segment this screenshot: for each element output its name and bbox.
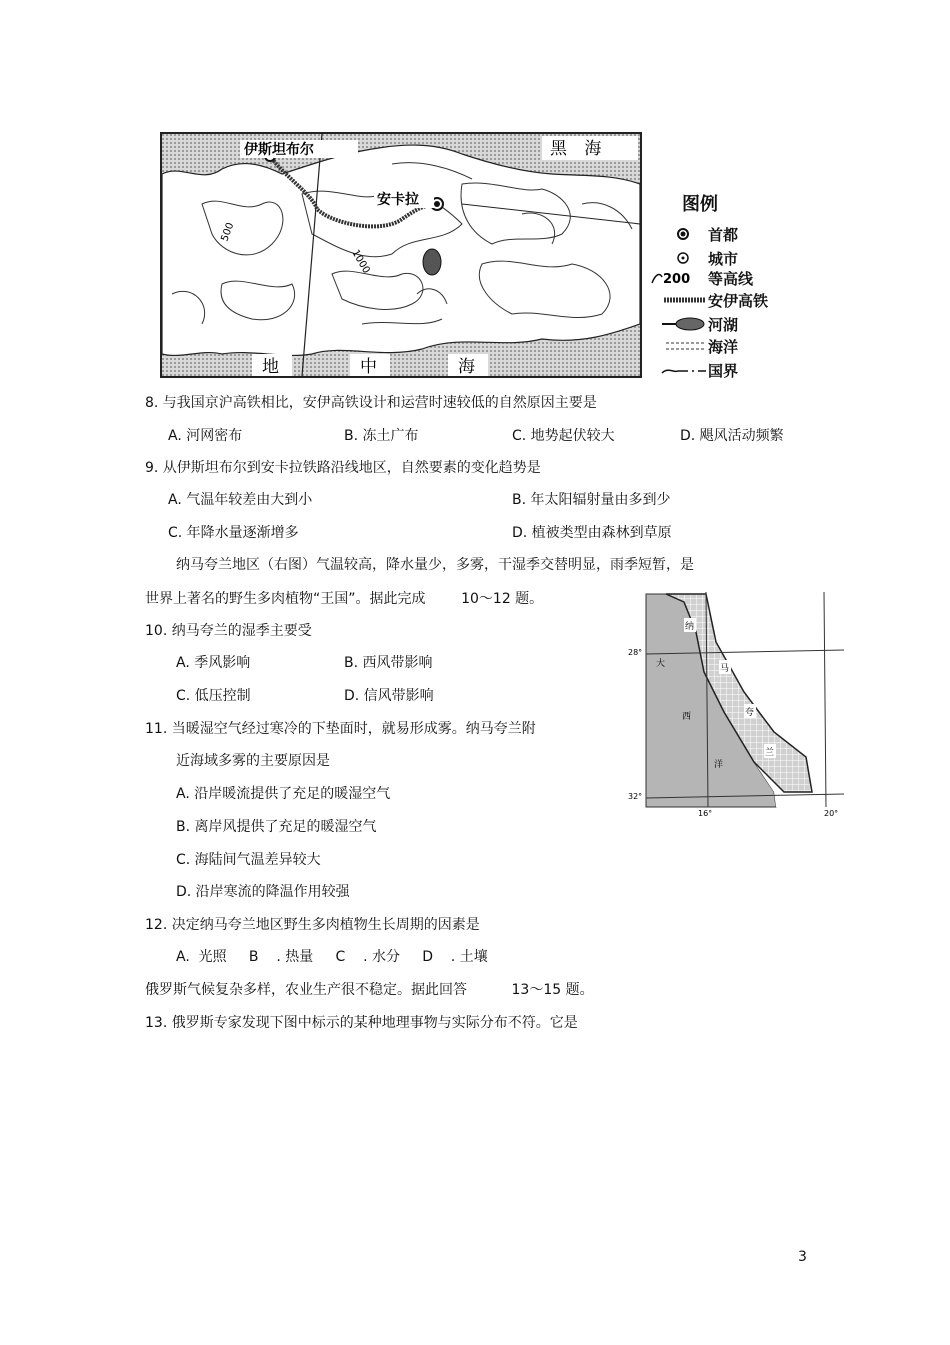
question-10-option-c: C. 低压控制 <box>176 688 251 704</box>
question-9-option-b: B. 年太阳辐射量由多到少 <box>512 492 671 508</box>
question-10-option-b: B. 西风带影响 <box>344 655 433 671</box>
legend-item-city <box>650 248 800 268</box>
city-icon <box>658 251 708 265</box>
legend-item-lake <box>650 314 800 334</box>
legend-label-ocean: 海洋 <box>708 338 739 356</box>
question-9-option-a: A. 气温年较差由大到小 <box>168 492 313 508</box>
question-10-stem: 10. 纳马夸兰的湿季主要受 <box>145 623 312 639</box>
ankara-label: 安卡拉 <box>377 192 419 208</box>
namaqualand-map-graphic <box>624 592 844 822</box>
namaqualand-map <box>624 592 844 822</box>
question-8-stem: 8. 与我国京沪高铁相比，安伊高铁设计和运营时速较低的自然原因主要是 <box>145 395 597 411</box>
legend-label-lake: 河湖 <box>708 316 739 334</box>
legend-label-border: 国界 <box>708 362 739 380</box>
legend-label-capital: 首都 <box>708 226 739 244</box>
turkey-map-graphic <box>162 134 640 376</box>
question-11-stem-line-2: 近海域多雾的主要原因是 <box>176 753 330 769</box>
lake-icon <box>658 317 708 331</box>
region-char-2: 马 <box>720 664 730 674</box>
legend-item-border <box>650 360 800 380</box>
intro-10-12-line-1: 纳马夸兰地区（右图）气温较高，降水量少，多雾，干湿季交替明显，雨季短暂，是 <box>176 557 694 573</box>
lon-label-20: 20° <box>824 809 839 818</box>
lat-label-28: 28° <box>628 648 643 657</box>
map-legend <box>650 190 800 380</box>
lake-icon <box>423 249 441 275</box>
question-9-option-d: D. 植被类型由森林到草原 <box>512 525 672 541</box>
question-11-option-d: D. 沿岸寒流的降温作用较强 <box>176 884 350 900</box>
legend-label-railway: 安伊高铁 <box>708 292 769 310</box>
question-8-option-c: C. 地势起伏较大 <box>512 428 615 444</box>
intro-10-12-line-2: 世界上著名的野生多肉植物“王国”。据此完成 10～12 题。 <box>145 591 544 607</box>
ocean-char-3: 洋 <box>714 760 724 770</box>
region-char-3: 夸 <box>745 708 755 718</box>
question-11-stem-line-1: 11. 当暖湿空气经过寒冷的下垫面时，就易形成雾。纳马夸兰附 <box>145 721 536 737</box>
legend-item-contour <box>650 268 800 288</box>
question-9-stem: 9. 从伊斯坦布尔到安卡拉铁路沿线地区，自然要素的变化趋势是 <box>145 460 541 476</box>
question-10-option-a: A. 季风影响 <box>176 655 251 671</box>
question-13-stem: 13. 俄罗斯专家发现下图中标示的某种地理事物与实际分布不符。它是 <box>145 1015 578 1031</box>
contour-500-label: 500 <box>219 221 237 244</box>
mediterranean-label-2: 中 <box>360 357 377 376</box>
istanbul-label: 伊斯坦布尔 <box>244 142 314 158</box>
land-area <box>162 145 640 355</box>
legend-contour-value: 200 <box>663 272 691 285</box>
turkey-map <box>160 132 642 378</box>
question-8-option-a: A. 河网密布 <box>168 428 243 444</box>
mediterranean-label-3: 海 <box>458 357 475 376</box>
mediterranean-label-1: 地 <box>262 357 279 376</box>
ocean-icon <box>658 339 708 353</box>
capital-icon <box>658 227 708 241</box>
region-char-1: 纳 <box>685 622 695 632</box>
ocean-char-1: 大 <box>656 659 666 669</box>
border-icon <box>658 363 708 377</box>
lon-label-16: 16° <box>698 809 713 818</box>
legend-item-railway <box>650 290 800 310</box>
question-11-option-c: C. 海陆间气温差异较大 <box>176 852 321 868</box>
question-11-option-a: A. 沿岸暖流提供了充足的暖湿空气 <box>176 786 391 802</box>
legend-title: 图例 <box>682 194 718 215</box>
question-12-stem: 12. 决定纳马夸兰地区野生多肉植物生长周期的因素是 <box>145 917 480 933</box>
question-8-option-b: B. 冻土广布 <box>344 428 419 444</box>
legend-label-city: 城市 <box>708 250 739 268</box>
railway-icon <box>658 293 708 307</box>
question-9-option-c: C. 年降水量逐渐增多 <box>168 525 299 541</box>
black-sea-label: 黑 海 <box>550 139 608 159</box>
legend-item-capital <box>650 224 800 244</box>
legend-label-contour: 等高线 <box>708 270 754 288</box>
page-number: 3 <box>798 1249 807 1265</box>
legend-item-ocean <box>650 336 800 356</box>
contour-icon <box>650 271 708 285</box>
question-10-option-d: D. 信风带影响 <box>344 688 434 704</box>
contour-1000-label: 1000 <box>349 248 372 276</box>
question-8-option-d: D. 飓风活动频繁 <box>680 428 784 444</box>
intro-13-15: 俄罗斯气候复杂多样，农业生产很不稳定。据此回答 13～15 题。 <box>145 982 594 998</box>
question-11-option-b: B. 离岸风提供了充足的暖湿空气 <box>176 819 377 835</box>
ocean-char-2: 西 <box>682 712 692 722</box>
lat-label-32: 32° <box>628 792 643 801</box>
question-12-options: A. 光照 B . 热量 C . 水分 D . 土壤 <box>176 949 488 965</box>
region-char-4: 兰 <box>765 748 775 758</box>
